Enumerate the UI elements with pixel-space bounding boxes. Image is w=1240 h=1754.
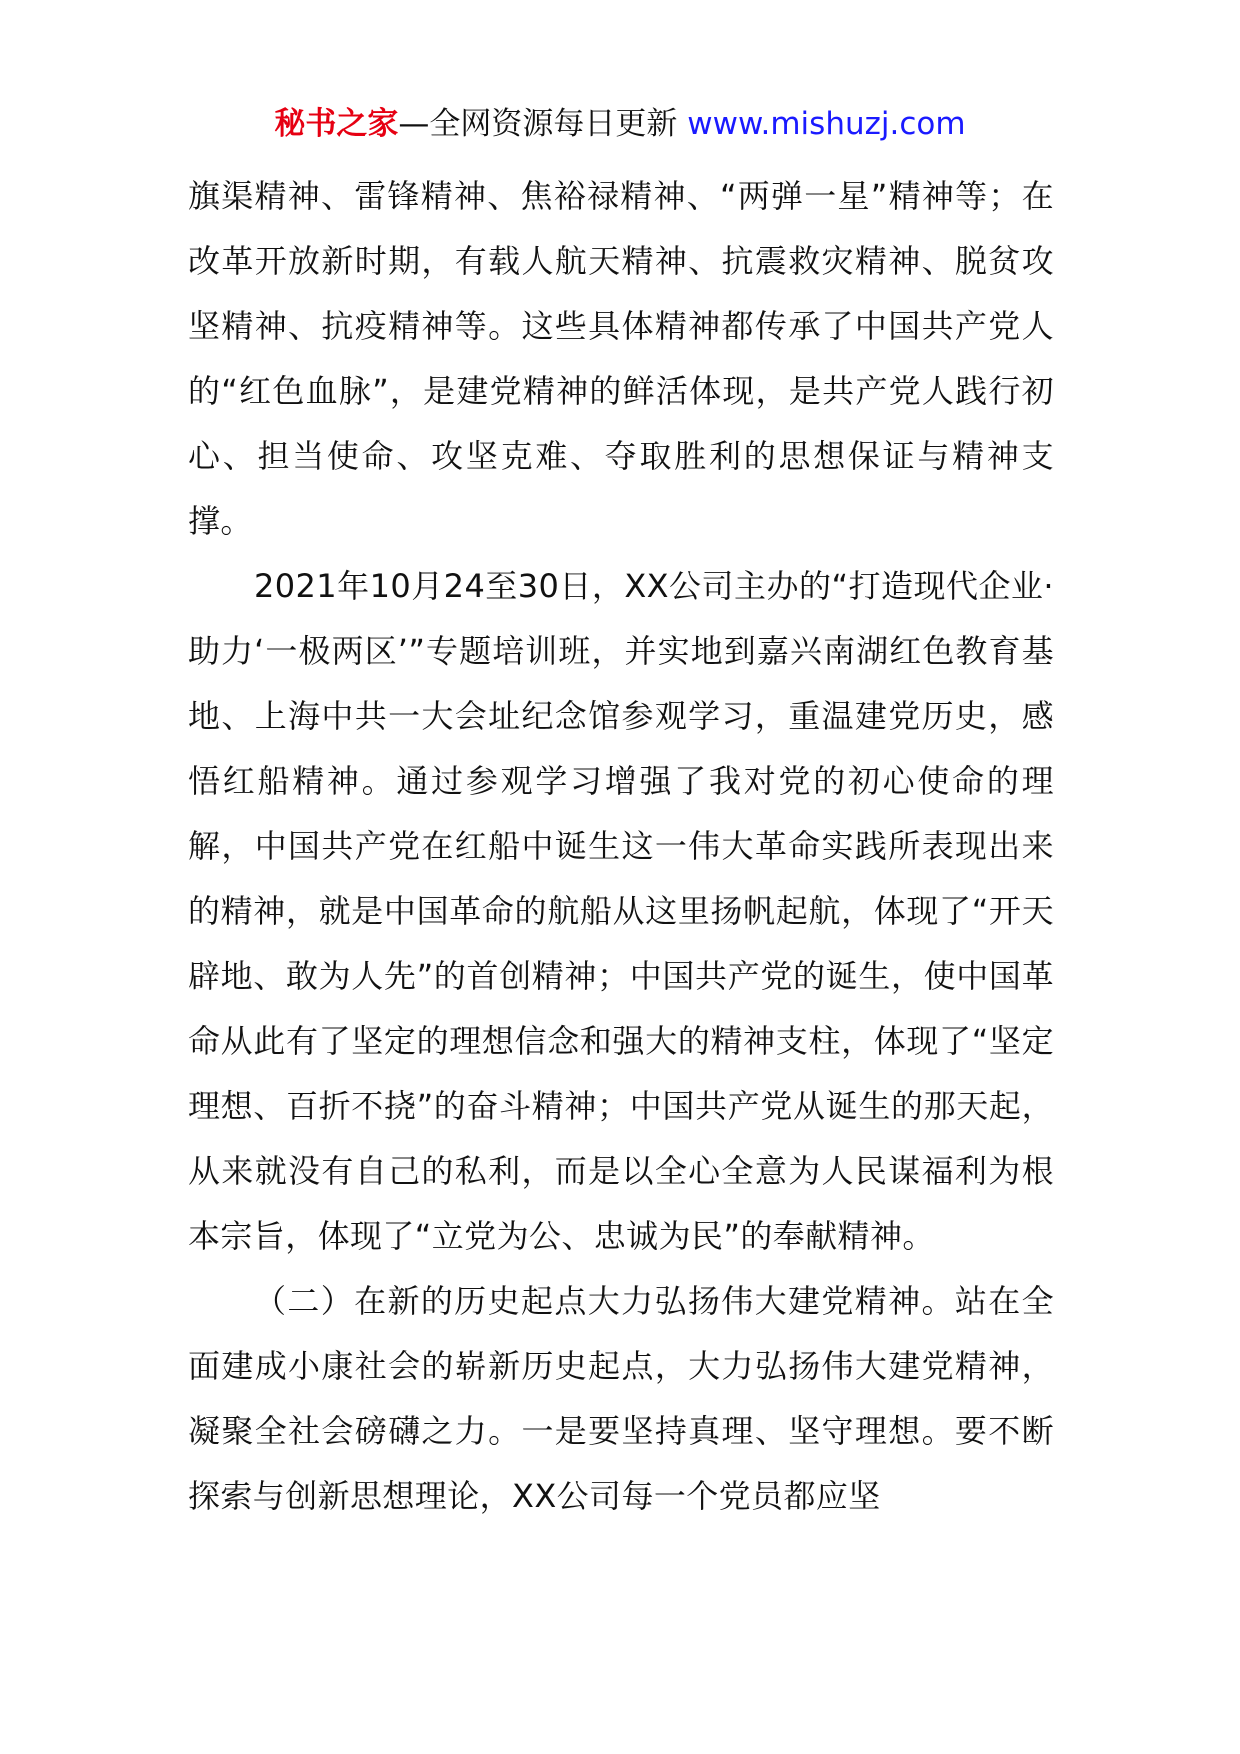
header-url-link[interactable]: www.mishuzj.com	[687, 106, 966, 142]
header-tagline: —全网资源每日更新	[398, 106, 678, 142]
document-body	[188, 164, 1054, 1529]
page-header	[0, 104, 1240, 144]
brand-name: 秘书之家	[274, 106, 399, 142]
paragraph-continued: 旗渠精神、雷锋精神、焦裕禄精神、“两弹一星”精神等；在改革开放新时期，有载人航天精神、抗震救灾精神、脱贫攻坚精神、抗疫精神等。这些具体精神都传承了中国共产党人的“红色血脉”，是建党精神的鲜活体现，是共产党人践行初心、担当使命、攻坚克难、夺取胜利的思想保证与精神支撑。	[188, 177, 1054, 540]
paragraph-training-visit: 2021年10月24至30日，XX公司主办的“打造现代企业·助力‘一极两区’”专题培训班，并实地到嘉兴南湖红色教育基地、上海中共一大会址纪念馆参观学习，重温建党历史，感悟红船精神。通过参观学习增强了我对党的初心使命的理解，中国共产党在红船中诞生这一伟大革命实践所表现出来的精神，就是中国革命的航船从这里扬帆起航，体现了“开天辟地、敢为人先”的首创精神；中国共产党的诞生，使中国革命从此有了坚定的理想信念和强大的精神支柱，体现了“坚定理想、百折不挠”的奋斗精神；中国共产党从诞生的那天起，从来就没有自己的私利，而是以全心全意为人民谋福利为根本宗旨，体现了“立党为公、忠诚为民”的奉献精神。	[188, 567, 1054, 1255]
paragraph-section-two: （二）在新的历史起点大力弘扬伟大建党精神。站在全面建成小康社会的崭新历史起点，大力弘扬伟大建党精神，凝聚全社会磅礴之力。一是要坚持真理、坚守理想。要不断探索与创新思想理论，XX公司每一个党员都应坚	[188, 1282, 1054, 1515]
